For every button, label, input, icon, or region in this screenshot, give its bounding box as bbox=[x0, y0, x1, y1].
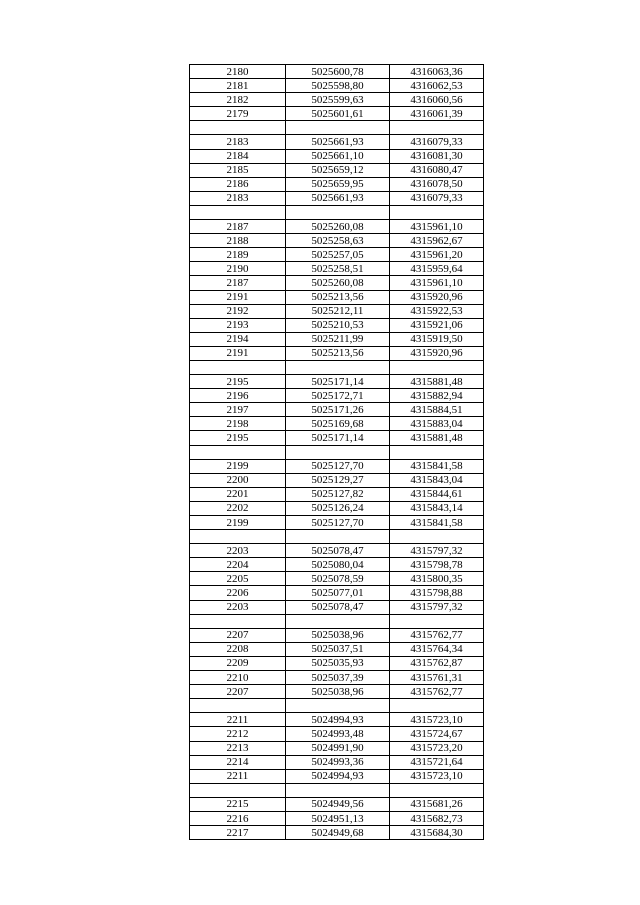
x-coordinate-cell: 5025210,53 bbox=[286, 318, 390, 332]
point-number-cell: 2195 bbox=[190, 431, 286, 445]
y-coordinate-cell: 4316079,33 bbox=[390, 191, 484, 205]
table-row bbox=[190, 671, 484, 685]
table-row bbox=[190, 628, 484, 642]
y-coordinate-cell: 4315761,31 bbox=[390, 671, 484, 685]
x-coordinate-cell: 5025038,96 bbox=[286, 685, 390, 699]
y-coordinate-cell: 4316062,53 bbox=[390, 79, 484, 93]
point-number-cell: 2189 bbox=[190, 248, 286, 262]
point-number-cell: 2199 bbox=[190, 459, 286, 473]
x-coordinate-cell: 5025078,47 bbox=[286, 544, 390, 558]
table-row bbox=[190, 290, 484, 304]
y-coordinate-cell: 4315764,34 bbox=[390, 642, 484, 656]
y-coordinate-cell: 4315724,67 bbox=[390, 727, 484, 741]
y-coordinate-cell: 4315841,58 bbox=[390, 516, 484, 530]
point-number-cell: 2202 bbox=[190, 501, 286, 515]
point-number-cell: 2201 bbox=[190, 487, 286, 501]
table-row bbox=[190, 149, 484, 163]
coordinates-table bbox=[189, 64, 484, 840]
y-coordinate-cell: 4315922,53 bbox=[390, 304, 484, 318]
x-coordinate-cell: 5025127,70 bbox=[286, 459, 390, 473]
x-coordinate-cell: 5025037,51 bbox=[286, 642, 390, 656]
point-number-cell: 2204 bbox=[190, 558, 286, 572]
point-number-cell: 2211 bbox=[190, 769, 286, 783]
table-row bbox=[190, 699, 484, 713]
x-coordinate-cell: 5024951,13 bbox=[286, 811, 390, 825]
y-coordinate-cell: 4315723,20 bbox=[390, 741, 484, 755]
table-row bbox=[190, 769, 484, 783]
table-row bbox=[190, 304, 484, 318]
y-coordinate-cell: 4315721,64 bbox=[390, 755, 484, 769]
table-row bbox=[190, 121, 484, 135]
point-number-cell bbox=[190, 360, 286, 374]
point-number-cell: 2192 bbox=[190, 304, 286, 318]
table-row bbox=[190, 360, 484, 374]
point-number-cell: 2181 bbox=[190, 79, 286, 93]
point-number-cell: 2198 bbox=[190, 417, 286, 431]
x-coordinate-cell: 5025258,63 bbox=[286, 234, 390, 248]
y-coordinate-cell: 4315797,32 bbox=[390, 544, 484, 558]
table-row bbox=[190, 741, 484, 755]
x-coordinate-cell: 5025659,95 bbox=[286, 177, 390, 191]
table-row bbox=[190, 65, 484, 79]
table-row bbox=[190, 811, 484, 825]
table-row bbox=[190, 685, 484, 699]
point-number-cell: 2183 bbox=[190, 135, 286, 149]
point-number-cell: 2190 bbox=[190, 262, 286, 276]
table-row bbox=[190, 656, 484, 670]
y-coordinate-cell: 4315919,50 bbox=[390, 332, 484, 346]
x-coordinate-cell bbox=[286, 699, 390, 713]
table-row bbox=[190, 220, 484, 234]
x-coordinate-cell: 5025258,51 bbox=[286, 262, 390, 276]
point-number-cell: 2191 bbox=[190, 290, 286, 304]
x-coordinate-cell: 5025659,12 bbox=[286, 163, 390, 177]
x-coordinate-cell: 5025127,70 bbox=[286, 516, 390, 530]
x-coordinate-cell: 5025078,59 bbox=[286, 572, 390, 586]
point-number-cell: 2217 bbox=[190, 826, 286, 840]
table-row bbox=[190, 614, 484, 628]
y-coordinate-cell: 4315961,10 bbox=[390, 220, 484, 234]
x-coordinate-cell: 5025080,04 bbox=[286, 558, 390, 572]
table-row bbox=[190, 205, 484, 219]
y-coordinate-cell: 4315961,20 bbox=[390, 248, 484, 262]
table-row bbox=[190, 544, 484, 558]
x-coordinate-cell: 5025260,08 bbox=[286, 220, 390, 234]
y-coordinate-cell: 4316061,39 bbox=[390, 107, 484, 121]
y-coordinate-cell: 4315883,04 bbox=[390, 417, 484, 431]
point-number-cell: 2203 bbox=[190, 600, 286, 614]
point-number-cell: 2200 bbox=[190, 473, 286, 487]
table-row bbox=[190, 797, 484, 811]
point-number-cell: 2214 bbox=[190, 755, 286, 769]
point-number-cell: 2180 bbox=[190, 65, 286, 79]
y-coordinate-cell: 4315881,48 bbox=[390, 375, 484, 389]
point-number-cell: 2188 bbox=[190, 234, 286, 248]
x-coordinate-cell: 5025038,96 bbox=[286, 628, 390, 642]
x-coordinate-cell: 5025127,82 bbox=[286, 487, 390, 501]
y-coordinate-cell: 4316080,47 bbox=[390, 163, 484, 177]
point-number-cell: 2207 bbox=[190, 628, 286, 642]
point-number-cell: 2186 bbox=[190, 177, 286, 191]
point-number-cell: 2183 bbox=[190, 191, 286, 205]
table-row bbox=[190, 558, 484, 572]
table-row bbox=[190, 248, 484, 262]
table-row bbox=[190, 332, 484, 346]
y-coordinate-cell: 4315921,06 bbox=[390, 318, 484, 332]
y-coordinate-cell: 4315841,58 bbox=[390, 459, 484, 473]
table-row bbox=[190, 586, 484, 600]
x-coordinate-cell: 5025212,11 bbox=[286, 304, 390, 318]
point-number-cell: 2195 bbox=[190, 375, 286, 389]
y-coordinate-cell: 4315844,61 bbox=[390, 487, 484, 501]
point-number-cell: 2197 bbox=[190, 403, 286, 417]
table-row bbox=[190, 79, 484, 93]
y-coordinate-cell bbox=[390, 121, 484, 135]
table-row bbox=[190, 262, 484, 276]
x-coordinate-cell: 5025213,56 bbox=[286, 346, 390, 360]
y-coordinate-cell: 4315798,78 bbox=[390, 558, 484, 572]
x-coordinate-cell bbox=[286, 121, 390, 135]
table-row bbox=[190, 417, 484, 431]
y-coordinate-cell: 4315797,32 bbox=[390, 600, 484, 614]
x-coordinate-cell: 5024994,93 bbox=[286, 713, 390, 727]
y-coordinate-cell bbox=[390, 530, 484, 544]
table-row bbox=[190, 177, 484, 191]
x-coordinate-cell: 5025169,68 bbox=[286, 417, 390, 431]
point-number-cell: 2211 bbox=[190, 713, 286, 727]
y-coordinate-cell: 4315843,04 bbox=[390, 473, 484, 487]
y-coordinate-cell: 4315884,51 bbox=[390, 403, 484, 417]
x-coordinate-cell: 5024993,36 bbox=[286, 755, 390, 769]
y-coordinate-cell: 4315959,64 bbox=[390, 262, 484, 276]
point-number-cell bbox=[190, 121, 286, 135]
table-row bbox=[190, 431, 484, 445]
x-coordinate-cell: 5024993,48 bbox=[286, 727, 390, 741]
table-row bbox=[190, 93, 484, 107]
x-coordinate-cell: 5025598,80 bbox=[286, 79, 390, 93]
point-number-cell: 2207 bbox=[190, 685, 286, 699]
x-coordinate-cell bbox=[286, 783, 390, 797]
table-row bbox=[190, 135, 484, 149]
x-coordinate-cell: 5025661,10 bbox=[286, 149, 390, 163]
table-row bbox=[190, 276, 484, 290]
x-coordinate-cell: 5025171,14 bbox=[286, 431, 390, 445]
point-number-cell: 2193 bbox=[190, 318, 286, 332]
point-number-cell: 2196 bbox=[190, 389, 286, 403]
point-number-cell: 2187 bbox=[190, 220, 286, 234]
y-coordinate-cell: 4315881,48 bbox=[390, 431, 484, 445]
point-number-cell bbox=[190, 699, 286, 713]
y-coordinate-cell: 4315798,88 bbox=[390, 586, 484, 600]
y-coordinate-cell: 4315882,94 bbox=[390, 389, 484, 403]
point-number-cell bbox=[190, 614, 286, 628]
point-number-cell: 2184 bbox=[190, 149, 286, 163]
y-coordinate-cell: 4316081,30 bbox=[390, 149, 484, 163]
point-number-cell: 2208 bbox=[190, 642, 286, 656]
point-number-cell: 2212 bbox=[190, 727, 286, 741]
coordinates-table-body bbox=[190, 65, 484, 840]
x-coordinate-cell: 5025171,26 bbox=[286, 403, 390, 417]
point-number-cell: 2199 bbox=[190, 516, 286, 530]
table-row bbox=[190, 755, 484, 769]
y-coordinate-cell bbox=[390, 614, 484, 628]
x-coordinate-cell: 5025126,24 bbox=[286, 501, 390, 515]
table-row bbox=[190, 191, 484, 205]
y-coordinate-cell: 4315681,26 bbox=[390, 797, 484, 811]
point-number-cell: 2179 bbox=[190, 107, 286, 121]
y-coordinate-cell: 4316078,50 bbox=[390, 177, 484, 191]
y-coordinate-cell bbox=[390, 205, 484, 219]
point-number-cell bbox=[190, 205, 286, 219]
x-coordinate-cell: 5025661,93 bbox=[286, 135, 390, 149]
x-coordinate-cell: 5024949,56 bbox=[286, 797, 390, 811]
point-number-cell: 2209 bbox=[190, 656, 286, 670]
point-number-cell: 2203 bbox=[190, 544, 286, 558]
y-coordinate-cell bbox=[390, 699, 484, 713]
table-row bbox=[190, 346, 484, 360]
table-row bbox=[190, 487, 484, 501]
y-coordinate-cell: 4315962,67 bbox=[390, 234, 484, 248]
table-row bbox=[190, 234, 484, 248]
y-coordinate-cell: 4315762,87 bbox=[390, 656, 484, 670]
table-row bbox=[190, 403, 484, 417]
y-coordinate-cell: 4315682,73 bbox=[390, 811, 484, 825]
point-number-cell: 2206 bbox=[190, 586, 286, 600]
point-number-cell: 2185 bbox=[190, 163, 286, 177]
y-coordinate-cell: 4315800,35 bbox=[390, 572, 484, 586]
table-row bbox=[190, 501, 484, 515]
x-coordinate-cell: 5025211,99 bbox=[286, 332, 390, 346]
x-coordinate-cell: 5025661,93 bbox=[286, 191, 390, 205]
x-coordinate-cell: 5025172,71 bbox=[286, 389, 390, 403]
table-row bbox=[190, 473, 484, 487]
table-row bbox=[190, 516, 484, 530]
table-row bbox=[190, 727, 484, 741]
point-number-cell bbox=[190, 783, 286, 797]
point-number-cell: 2194 bbox=[190, 332, 286, 346]
x-coordinate-cell: 5025171,14 bbox=[286, 375, 390, 389]
point-number-cell: 2213 bbox=[190, 741, 286, 755]
table-row bbox=[190, 389, 484, 403]
point-number-cell bbox=[190, 530, 286, 544]
x-coordinate-cell bbox=[286, 614, 390, 628]
x-coordinate-cell: 5025260,08 bbox=[286, 276, 390, 290]
y-coordinate-cell: 4316063,36 bbox=[390, 65, 484, 79]
y-coordinate-cell: 4315920,96 bbox=[390, 290, 484, 304]
table-row bbox=[190, 445, 484, 459]
x-coordinate-cell bbox=[286, 445, 390, 459]
y-coordinate-cell: 4315762,77 bbox=[390, 628, 484, 642]
y-coordinate-cell bbox=[390, 445, 484, 459]
x-coordinate-cell: 5025035,93 bbox=[286, 656, 390, 670]
y-coordinate-cell: 4316079,33 bbox=[390, 135, 484, 149]
table-row bbox=[190, 572, 484, 586]
x-coordinate-cell: 5025037,39 bbox=[286, 671, 390, 685]
point-number-cell: 2182 bbox=[190, 93, 286, 107]
table-row bbox=[190, 713, 484, 727]
table-row bbox=[190, 107, 484, 121]
y-coordinate-cell: 4315961,10 bbox=[390, 276, 484, 290]
x-coordinate-cell bbox=[286, 205, 390, 219]
y-coordinate-cell bbox=[390, 360, 484, 374]
y-coordinate-cell: 4315723,10 bbox=[390, 769, 484, 783]
table-row bbox=[190, 459, 484, 473]
x-coordinate-cell: 5025077,01 bbox=[286, 586, 390, 600]
table-row bbox=[190, 163, 484, 177]
x-coordinate-cell: 5025213,56 bbox=[286, 290, 390, 304]
point-number-cell: 2210 bbox=[190, 671, 286, 685]
x-coordinate-cell: 5024991,90 bbox=[286, 741, 390, 755]
point-number-cell: 2187 bbox=[190, 276, 286, 290]
table-row bbox=[190, 783, 484, 797]
y-coordinate-cell: 4315762,77 bbox=[390, 685, 484, 699]
x-coordinate-cell bbox=[286, 360, 390, 374]
y-coordinate-cell: 4315723,10 bbox=[390, 713, 484, 727]
y-coordinate-cell: 4315684,30 bbox=[390, 826, 484, 840]
point-number-cell: 2205 bbox=[190, 572, 286, 586]
x-coordinate-cell: 5024994,93 bbox=[286, 769, 390, 783]
table-row bbox=[190, 826, 484, 840]
x-coordinate-cell: 5025600,78 bbox=[286, 65, 390, 79]
table-row bbox=[190, 318, 484, 332]
x-coordinate-cell: 5025078,47 bbox=[286, 600, 390, 614]
table-row bbox=[190, 530, 484, 544]
y-coordinate-cell: 4315920,96 bbox=[390, 346, 484, 360]
table-row bbox=[190, 600, 484, 614]
x-coordinate-cell: 5025129,27 bbox=[286, 473, 390, 487]
point-number-cell: 2191 bbox=[190, 346, 286, 360]
x-coordinate-cell: 5025257,05 bbox=[286, 248, 390, 262]
x-coordinate-cell bbox=[286, 530, 390, 544]
y-coordinate-cell bbox=[390, 783, 484, 797]
point-number-cell: 2215 bbox=[190, 797, 286, 811]
y-coordinate-cell: 4315843,14 bbox=[390, 501, 484, 515]
point-number-cell bbox=[190, 445, 286, 459]
point-number-cell: 2216 bbox=[190, 811, 286, 825]
x-coordinate-cell: 5025601,61 bbox=[286, 107, 390, 121]
x-coordinate-cell: 5024949,68 bbox=[286, 826, 390, 840]
table-row bbox=[190, 642, 484, 656]
y-coordinate-cell: 4316060,56 bbox=[390, 93, 484, 107]
table-row bbox=[190, 375, 484, 389]
x-coordinate-cell: 5025599,63 bbox=[286, 93, 390, 107]
